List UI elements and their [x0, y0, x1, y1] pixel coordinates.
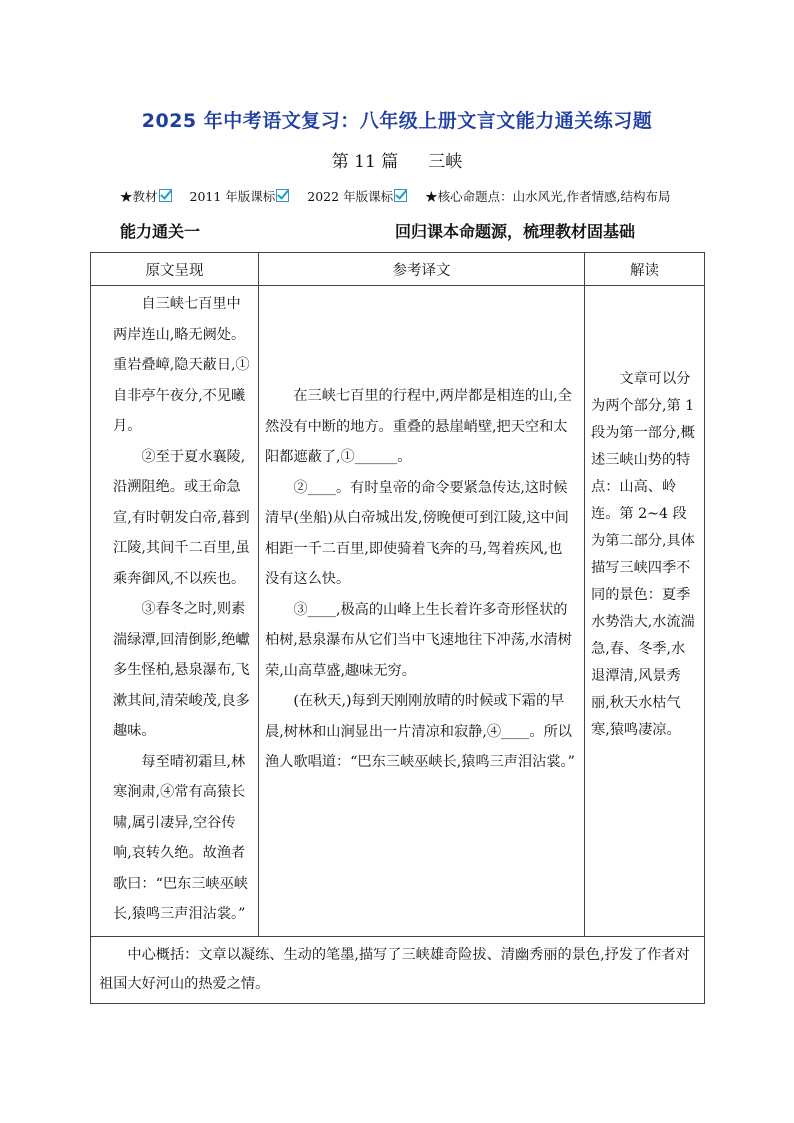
- table-header-row: [91, 253, 705, 286]
- tag-standard-2011: 2011 年版课标: [190, 187, 290, 205]
- study-table: [90, 252, 705, 1004]
- translation-paragraph: (在秋天,)每到天刚刚放晴的时候或下霜的早晨,树林和山涧显出一片清凉和寂静,④____。所以渔人歌唱道：“巴东三峡巫峡长,猿鸣三声泪沾裳。”: [265, 693, 575, 770]
- translation-cell: [259, 286, 585, 937]
- original-paragraph: 自三峡七百里中两岸连山,略无阙处。重岩叠嶂,隐天蔽日,①自非亭午夜分,不见曦月。: [113, 296, 250, 434]
- interpretation-text: 文章可以分为两个部分,第 1 段为第一部分,概述三峡山势的特点：山高、岭连。第 2~4 段为第二部分,具体描写三峡四季不同的景色：夏季水势浩大,水流湍急,春、冬季,水退潭清,风景秀丽,秋天水枯气寒,猿鸣凄凉。: [591, 371, 695, 738]
- tag-core-points: ★核心命题点：山水风光,作者情感,结构布局: [425, 189, 671, 204]
- interpretation-cell: [585, 286, 705, 937]
- section-title: 能力通关一: [120, 222, 201, 241]
- lesson-number: 第 11 篇: [331, 152, 399, 172]
- checkbox-checked-icon: [159, 189, 172, 202]
- checkbox-checked-icon: [276, 189, 289, 202]
- summary-cell: [91, 936, 705, 1003]
- header-original: 原文呈现: [91, 253, 259, 286]
- lesson-name: 三峡: [428, 152, 463, 172]
- original-text-cell: [91, 286, 259, 937]
- header-interpretation: 解读: [585, 253, 705, 286]
- tag-textbook: ★教材: [120, 187, 172, 205]
- translation-paragraph: ③____,极高的山峰上生长着许多奇形怪状的柏树,悬泉瀑布从它们当中飞速地往下冲荡,水清树荣,山高草盛,趣味无穷。: [265, 601, 572, 679]
- header-translation: 参考译文: [259, 253, 585, 286]
- original-paragraph: ②至于夏水襄陵,沿溯阻绝。或王命急宣,有时朝发白帝,暮到江陵,其间千二百里,虽乘奔御风,不以疾也。: [113, 448, 250, 587]
- translation-paragraph: ②____。有时皇帝的命令要紧急传达,这时候清早(坐船)从白帝城出发,傍晚便可到江陵,这中间相距一千二百里,即使骑着飞奔的马,驾着疾风,也没有这么快。: [265, 479, 569, 587]
- tag-standard-2022: 2022 年版课标: [307, 187, 407, 205]
- section-subtitle: 回归课本命题源，梳理教材固基础: [395, 222, 636, 241]
- translation-paragraph: 在三峡七百里的行程中,两岸都是相连的山,全然没有中断的地方。重叠的悬崖峭壁,把天空和太阳都遮蔽了,①______。: [265, 388, 572, 465]
- summary-row: [91, 936, 705, 1003]
- page-title: 2025 年中考语文复习：八年级上册文言文能力通关练习题: [141, 110, 653, 132]
- table-row: [91, 286, 705, 937]
- checkbox-checked-icon: [394, 189, 407, 202]
- original-paragraph: 每至晴初霜旦,林寒涧肃,④常有高猿长啸,属引凄异,空谷传响,哀转久绝。故渔者歌曰：“巴东三峡巫峡长,猿鸣三声泪沾裳。”: [113, 753, 248, 922]
- tag-row: [120, 187, 685, 205]
- original-paragraph: ③春冬之时,则素湍绿潭,回清倒影,绝巘多生怪柏,悬泉瀑布,飞漱其间,清荣峻茂,良多趣味。: [113, 601, 250, 739]
- lesson-heading: [0, 147, 794, 172]
- summary-text: 中心概括：文章以凝练、生动的笔墨,描写了三峡雄奇险拔、清幽秀丽的景色,抒发了作者对祖国大好河山的热爱之情。: [99, 946, 690, 992]
